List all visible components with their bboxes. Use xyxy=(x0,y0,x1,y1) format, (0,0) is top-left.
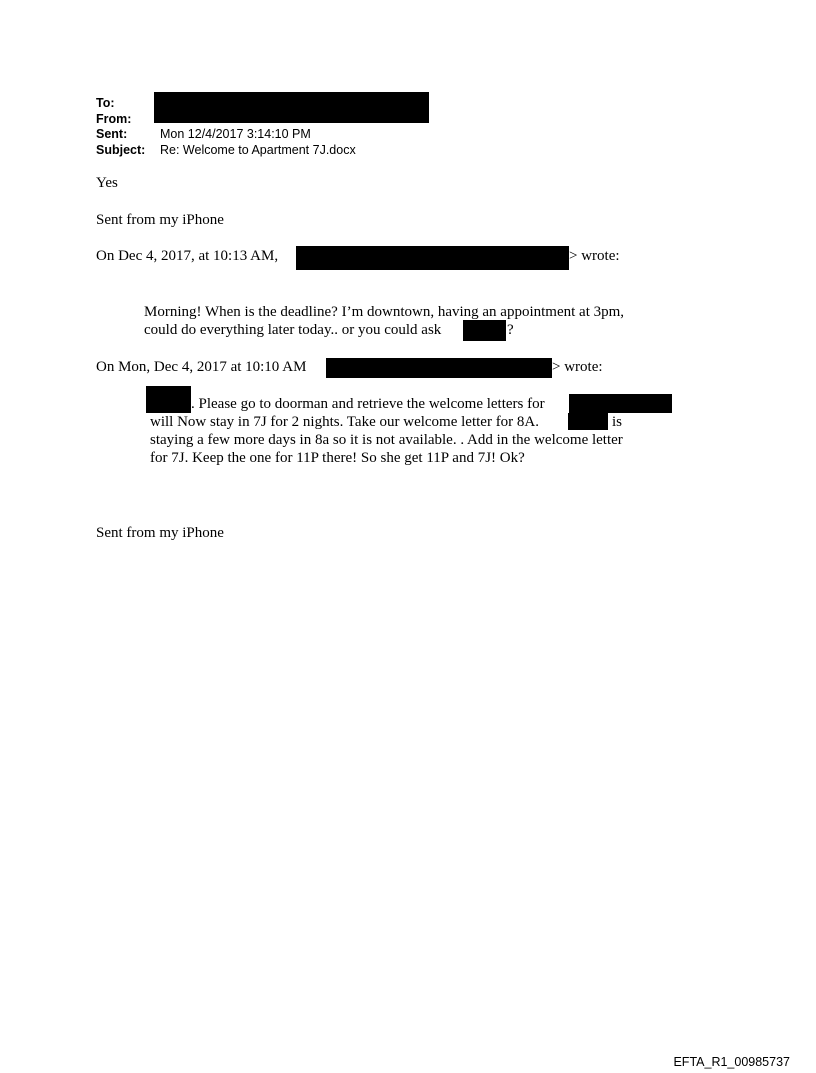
signature-1: Sent from my iPhone xyxy=(96,212,224,228)
document-id: EFTA_R1_00985737 xyxy=(673,1055,790,1069)
quote-2-line-4: for 7J. Keep the one for 11P there! So she get 11P and 7J! Ok? xyxy=(150,450,525,466)
subject-value: Re: Welcome to Apartment 7J.docx xyxy=(160,142,356,157)
attribution-1-prefix: On Dec 4, 2017, at 10:13 AM, xyxy=(96,248,279,264)
attribution-1-suffix: > wrote: xyxy=(569,248,620,264)
redaction-sender-1 xyxy=(296,246,569,270)
quote-2-line-1: . Please go to doorman and retrieve the welcome letters for xyxy=(191,396,545,412)
redaction-name-2 xyxy=(146,386,191,413)
sent-row xyxy=(96,127,356,143)
quote-2-line-2-suffix: is xyxy=(612,414,623,430)
redaction-sender-2 xyxy=(326,358,552,378)
quote-2-line-3: staying a few more days in 8a so it is not available. . Add in the welcome letter xyxy=(150,432,623,448)
sent-value: Mon 12/4/2017 3:14:10 PM xyxy=(160,127,311,141)
signature-2: Sent from my iPhone xyxy=(96,525,224,541)
subject-row xyxy=(96,143,356,159)
redaction-name-3 xyxy=(569,394,672,413)
quote-1-line-1: Morning! When is the deadline? I’m downtown, having an appointment at 3pm, xyxy=(144,304,625,320)
quote-2-line-2-prefix: will Now stay in 7J for 2 nights. Take our welcome letter for 8A. xyxy=(150,414,540,430)
redaction-name-4 xyxy=(568,413,608,430)
to-label: To: xyxy=(96,96,115,110)
sent-label: Sent: xyxy=(96,127,128,141)
attribution-2-suffix: > wrote: xyxy=(552,359,603,375)
redaction-name-1 xyxy=(463,320,506,341)
quote-1-line-2-suffix: ? xyxy=(507,322,514,338)
attribution-2-prefix: On Mon, Dec 4, 2017 at 10:10 AM xyxy=(96,359,307,375)
subject-label: Subject: xyxy=(96,142,146,157)
quote-1-line-2-prefix: could do everything later today.. or you could ask xyxy=(144,322,442,338)
from-label: From: xyxy=(96,111,132,126)
redaction-to-from xyxy=(154,92,429,123)
reply-text: Yes xyxy=(96,175,118,191)
